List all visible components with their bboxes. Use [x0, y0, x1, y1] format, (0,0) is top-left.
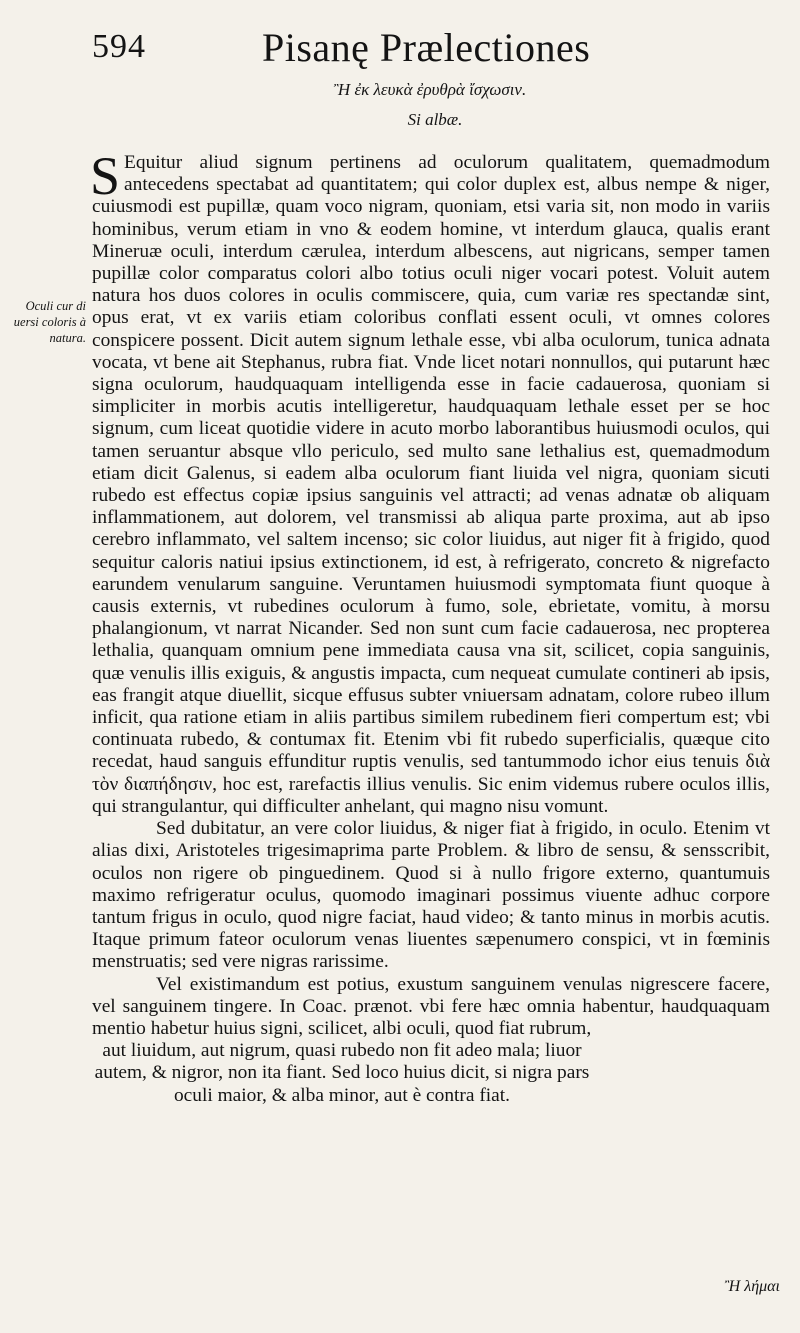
paragraph-2: Sed dubitatur, an vere color liuidus, & niger fiat à frigido, in oculo. Etenim vt alias dixi, Aristoteles trigesimaprima parte Problem. & libro de sensu, & sensscribit, oculos non rigere ob pinguedinem. Quod si à nullo frigore externo, quantumuis maximo refrigeratur oculus, quomodo imaginari possimus viuente adhuc corpore tantum frigus in oculo, quod nigre faciat, haud video; & tanto minus in morbis acutis. Itaque primum fateor oculorum venas liuentes sæpenumero conspici, vt in fœminis menstruatis; sed vere nigras rarissime. — [92, 818, 770, 973]
paragraph-tail: aut liuidum, aut nigrum, quasi rubedo non fit adeo mala; liuor autem, & nigror, non ita fiant. Sed loco huius dicit, si nigra pars oculi maior, & alba minor, aut è contra fiat. — [94, 1040, 590, 1106]
page-number: 594 — [92, 28, 146, 65]
paragraph-1 — [90, 146, 770, 818]
paragraph-1-text: Equitur aliud signum pertinens ad oculorum qualitatem, quemadmodum antecedens spectabat ad quantitatem; qui color duplex est, albus nempe & niger, cuiusmodi est pupillæ, quam voco nigram, quoniam, etsi varia sit, non modo in variis hominibus, verum etiam in vno & eodem homine, vt interdum glauca, qualis erant Mineruæ oculi, interdum cærulea, interdum albescens, aut nigricans, semper tamen pupillæ color comparatus colori albo totius oculi niger vocari potest. Voluit autem natura hos duos colores in oculis commiscere, quia, cum variæ res spectandæ sint, opus erat, vt ex variis etiam coloribus conflati essent oculi, vt omnes colores conspicere possent. Dicit autem signum lethale esse, vbi alba oculorum, tunica adnata vocata, vt bene ait Stephanus, rubra fiat. Vnde licet notari nonnullos, qui putarunt hæc signa oculorum, haudquaquam intelligenda esse in facie cadauerosa, quoniam si simpliciter in morbis acutis intelligeretur, haudquaquam lethale esset per se hoc signum, cum liceat quotidie videre in acuto morbo laborantibus huiusmodi oculos, qui tamen seruantur absque vllo periculo, sed multo sane lethalius est, quemadmodum etiam dicit Galenus, si eadem alba oculorum fiant liuida vel nigra, quoniam sicuti rubedo est effectus copiæ ipsius sanguinis vel attracti; ad venas adnatæ ob aliquam inflammationem, aut dolorem, vel transmissi ab aliqua parte proxima, aut ab ipso cerebro inflammato, vel saltem incenso; sic color liuidus, aut niger fit à frigido, quod sequitur caloris natiui ipsius extinctionem, id est, à refrigerato, concreto & nigrefacto earundem venularum sanguine. Veruntamen huiusmodi symptomata fiunt quoque à causis externis, vt rubedines oculorum à fumo, sole, ebrietate, vomitu, à morsu phalangionum, vt narrat Nicander. Sed non sunt cum facie cadauerosa, nec propterea lethalia, quanquam omnium pene immediata causa vna sit, scilicet, copia sanguinis, quæ venulis illis exiguis, & angustis impacta, cum nequeat cumulate contineri ab ipsis, eas frangit atque diuellit, sicque effusus subter vniuersam adnatam, colore rubeo illum inficit, qua ratione etiam in aliis partibus similem rubedinem fieri compertum est; vbi continuata rubedo, & contumax fit. Etenim vbi fit rubedo superficialis, quæque cito recedat, haud sanguis effunditur ruptis venulis, sed tantummodo ichor eius tenuis διὰ τὸν διαπήδησιν, hoc est, rarefactis illius venulis. Sic enim videmus rubere oculos illis, qui strangulantur, qui difficulter anhelant, qui magno nisu vomunt. — [92, 152, 770, 817]
latin-heading: Si albæ. — [407, 110, 463, 129]
drop-cap: S — [90, 146, 121, 206]
running-title: Pisanę Prælectiones — [262, 25, 591, 70]
margin-note: Oculi cur di uersi coloris à natura. — [13, 299, 86, 345]
catchword: Ἢ λήμαι — [724, 1278, 780, 1295]
paragraph-3: Vel existimandum est potius, exustum sanguinem venulas nigrescere facere, vel sanguinem tingere. In Coac. prænot. vbi fere hæc omnia habentur, haudquaquam mentio habetur huius signi, scilicet, albi oculi, quod fiat rubrum, — [92, 973, 770, 1039]
greek-heading: Ἢ ἐκ λευκὰ ἐρυθρὰ ἴσχωσιν. — [333, 80, 527, 99]
body-text — [90, 146, 770, 1107]
